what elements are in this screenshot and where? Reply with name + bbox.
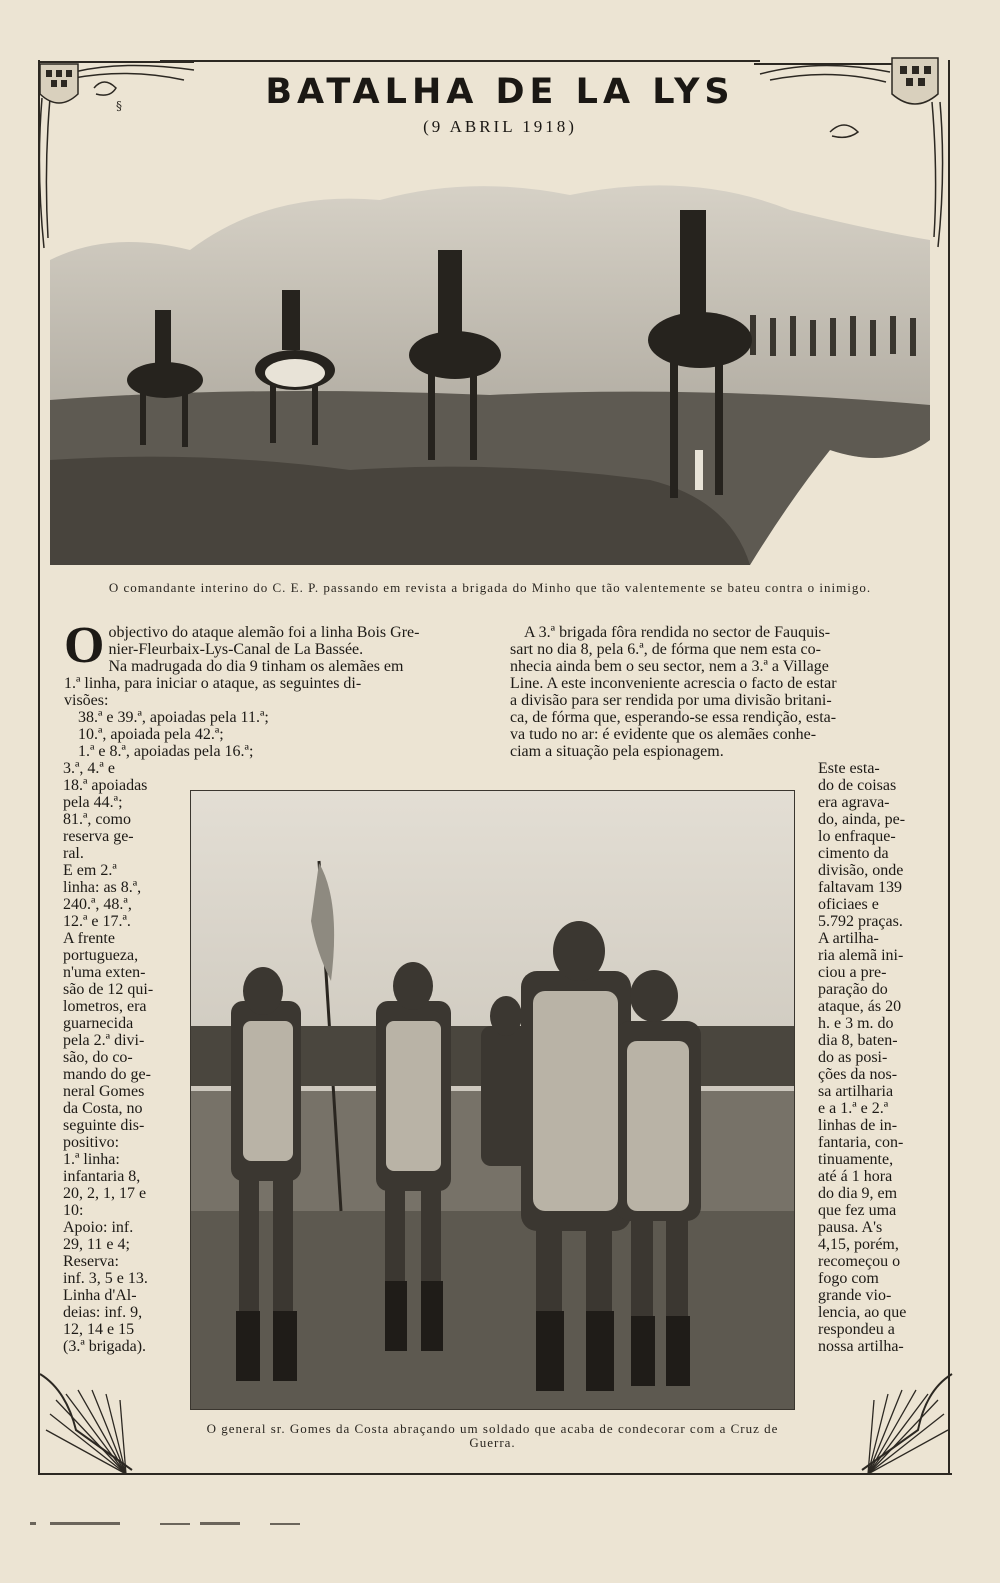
text-line: sa artilharia — [818, 1083, 894, 1100]
text-line: cimento da — [818, 845, 889, 862]
text-line: nossa artilha- — [818, 1338, 904, 1355]
text-line: mando do ge- — [63, 1066, 151, 1083]
drop-cap: O — [64, 617, 105, 674]
text-line: 1.ª linha, para iniciar o ataque, as seguintes di- — [64, 675, 362, 692]
text-line: fantaria, con- — [818, 1134, 904, 1151]
text-line: inf. 3, 5 e 13. — [63, 1270, 148, 1287]
text-line: Na madrugada do dia 9 tinham os alemães em — [108, 658, 404, 675]
text-line: Reserva: — [63, 1253, 119, 1270]
text-line: do de coisas — [818, 777, 897, 794]
text-line: que fez uma — [818, 1202, 897, 1219]
text-line: e a 1.ª e 2.ª — [818, 1100, 889, 1117]
text-line: pela 2.ª divi- — [63, 1032, 145, 1049]
text-line: dia 8, baten- — [818, 1032, 898, 1049]
text-line: portugueza, — [63, 947, 139, 964]
photo-general-embrace — [190, 790, 795, 1410]
text-line: pela 44.ª; — [63, 794, 123, 811]
text-line: fogo com — [818, 1270, 879, 1287]
text-line: 18.ª apoiadas — [63, 777, 148, 794]
text-line: paração do — [818, 981, 888, 998]
text-line: 5.792 praças. — [818, 913, 903, 930]
bottom-left-fan-ornament — [36, 1370, 146, 1480]
text-line: infantaria 8, — [63, 1168, 141, 1185]
page-subtitle: (9 ABRIL 1918) — [423, 117, 577, 136]
text-line: E em 2.ª — [63, 862, 117, 879]
text-line: oficiaes e — [818, 896, 879, 913]
photo-caption-bottom: O general sr. Gomes da Costa abraçando um soldado que acaba de condecorar com a Cruz de Guerra. — [206, 1421, 779, 1450]
text-line: va tudo no ar: é evidente que os alemães conhe- — [510, 726, 817, 743]
text-line: Este esta- — [818, 760, 880, 777]
text-line: do dia 9, em — [818, 1185, 898, 1202]
text-line: sart no dia 8, pela 6.ª, de fórma que nem esta co- — [510, 641, 821, 658]
text-line: ataque, ás 20 — [818, 998, 902, 1015]
text-line: respondeu a — [818, 1321, 895, 1338]
text-line: recomeçou o — [818, 1253, 901, 1270]
text-line: 81.ª, como — [63, 811, 131, 828]
text-line: pausa. A's — [818, 1219, 883, 1236]
text-line: 29, 11 e 4; — [63, 1236, 130, 1253]
bottom-right-fan-ornament — [848, 1370, 958, 1480]
frame-top-rule — [160, 60, 760, 62]
text-line: lo enfraque- — [818, 828, 896, 845]
text-line: da Costa, no — [63, 1100, 143, 1117]
text-line: 240.ª, 48.ª, — [63, 896, 132, 913]
text-line: 38.ª e 39.ª, apoiadas pela 11.ª; — [78, 709, 269, 726]
article-column-left-intro — [64, 617, 474, 760]
text-line: nier-Fleurbaix-Lys-Canal de La Bassée. — [108, 641, 364, 658]
text-line: 20, 2, 1, 17 e — [63, 1185, 147, 1202]
text-line: A frente — [63, 930, 115, 947]
text-line: 12.ª e 17.ª. — [63, 913, 131, 930]
svg-text:§: § — [116, 99, 122, 113]
article-column-left-narrow — [63, 760, 181, 1355]
text-line: Linha d'Al- — [63, 1287, 137, 1304]
text-line: são, do co- — [63, 1049, 133, 1066]
text-line: guarnecida — [63, 1015, 134, 1032]
text-line: A 3.ª brigada fôra rendida no sector de Fauquis- — [524, 624, 831, 641]
text-line: lencia, ao que — [818, 1304, 907, 1321]
text-line: linha: as 8.ª, — [63, 879, 142, 896]
text-line: A artilha- — [818, 930, 879, 947]
page-title: BATALHA DE LA LYS — [265, 72, 735, 112]
frame-bottom-rule — [130, 1473, 860, 1475]
text-line: reserva ge- — [63, 828, 134, 845]
text-line: grande vio- — [818, 1287, 892, 1304]
text-line: 3.ª, 4.ª e — [63, 760, 115, 777]
text-line: deias: inf. 9, — [63, 1304, 143, 1321]
text-line: divisão, onde — [818, 862, 904, 879]
text-line: ria alemã ini- — [818, 947, 904, 964]
print-noise-decoration — [10, 1520, 310, 1528]
text-line: do, ainda, pe- — [818, 811, 906, 828]
text-line: linhas de in- — [818, 1117, 898, 1134]
text-line: Apoio: inf. — [63, 1219, 134, 1236]
text-line: 1.ª e 8.ª, apoiadas pela 16.ª; — [78, 743, 254, 760]
text-line: h. e 3 m. do — [818, 1015, 894, 1032]
text-line: n'uma exten- — [63, 964, 146, 981]
article-column-right-intro — [510, 624, 920, 760]
text-line: era agrava- — [818, 794, 890, 811]
photo-cavalry-review — [50, 170, 930, 565]
text-line: faltavam 139 — [818, 879, 902, 896]
text-line: positivo: — [63, 1134, 120, 1151]
text-line: lometros, era — [63, 998, 147, 1015]
text-line: nhecia ainda bem o seu sector, nem a 3.ª a Village — [510, 658, 829, 675]
text-line: 10: — [63, 1202, 84, 1219]
text-line: neral Gomes — [63, 1083, 145, 1100]
text-line: ções da nos- — [818, 1066, 898, 1083]
text-line: a divisão para ser rendida por uma divisão britani- — [510, 692, 832, 709]
text-line: 4,15, porém, — [818, 1236, 899, 1253]
text-line: 10.ª, apoiada pela 42.ª; — [78, 726, 224, 743]
text-line: ca, de fórma que, esperando-se essa rendição, esta- — [510, 709, 837, 726]
text-line: ral. — [63, 845, 84, 862]
text-line: 1.ª linha: — [63, 1151, 120, 1168]
text-line: objectivo do ataque alemão foi a linha Bois Gre- — [108, 624, 420, 641]
text-line: 12, 14 e 15 — [63, 1321, 135, 1338]
text-line: ciou a pre- — [818, 964, 887, 981]
article-column-right-narrow — [818, 760, 930, 1355]
photo-caption-top: O comandante interino do C. E. P. passando em revista a brigada do Minho que tão valentemente se bateu contra o inimigo. — [108, 580, 872, 595]
text-line: seguinte dis- — [63, 1117, 145, 1134]
text-line: ciam a situação pela espionagem. — [510, 743, 724, 760]
text-line: visões: — [64, 692, 109, 709]
text-line: do as posi- — [818, 1049, 888, 1066]
text-line: (3.ª brigada). — [63, 1338, 147, 1355]
text-line: são de 12 qui- — [63, 981, 154, 998]
text-line: Line. A este inconveniente acrescia o facto de estar — [510, 675, 837, 692]
text-line: até á 1 hora — [818, 1168, 893, 1185]
text-line: tinuamente, — [818, 1151, 894, 1168]
